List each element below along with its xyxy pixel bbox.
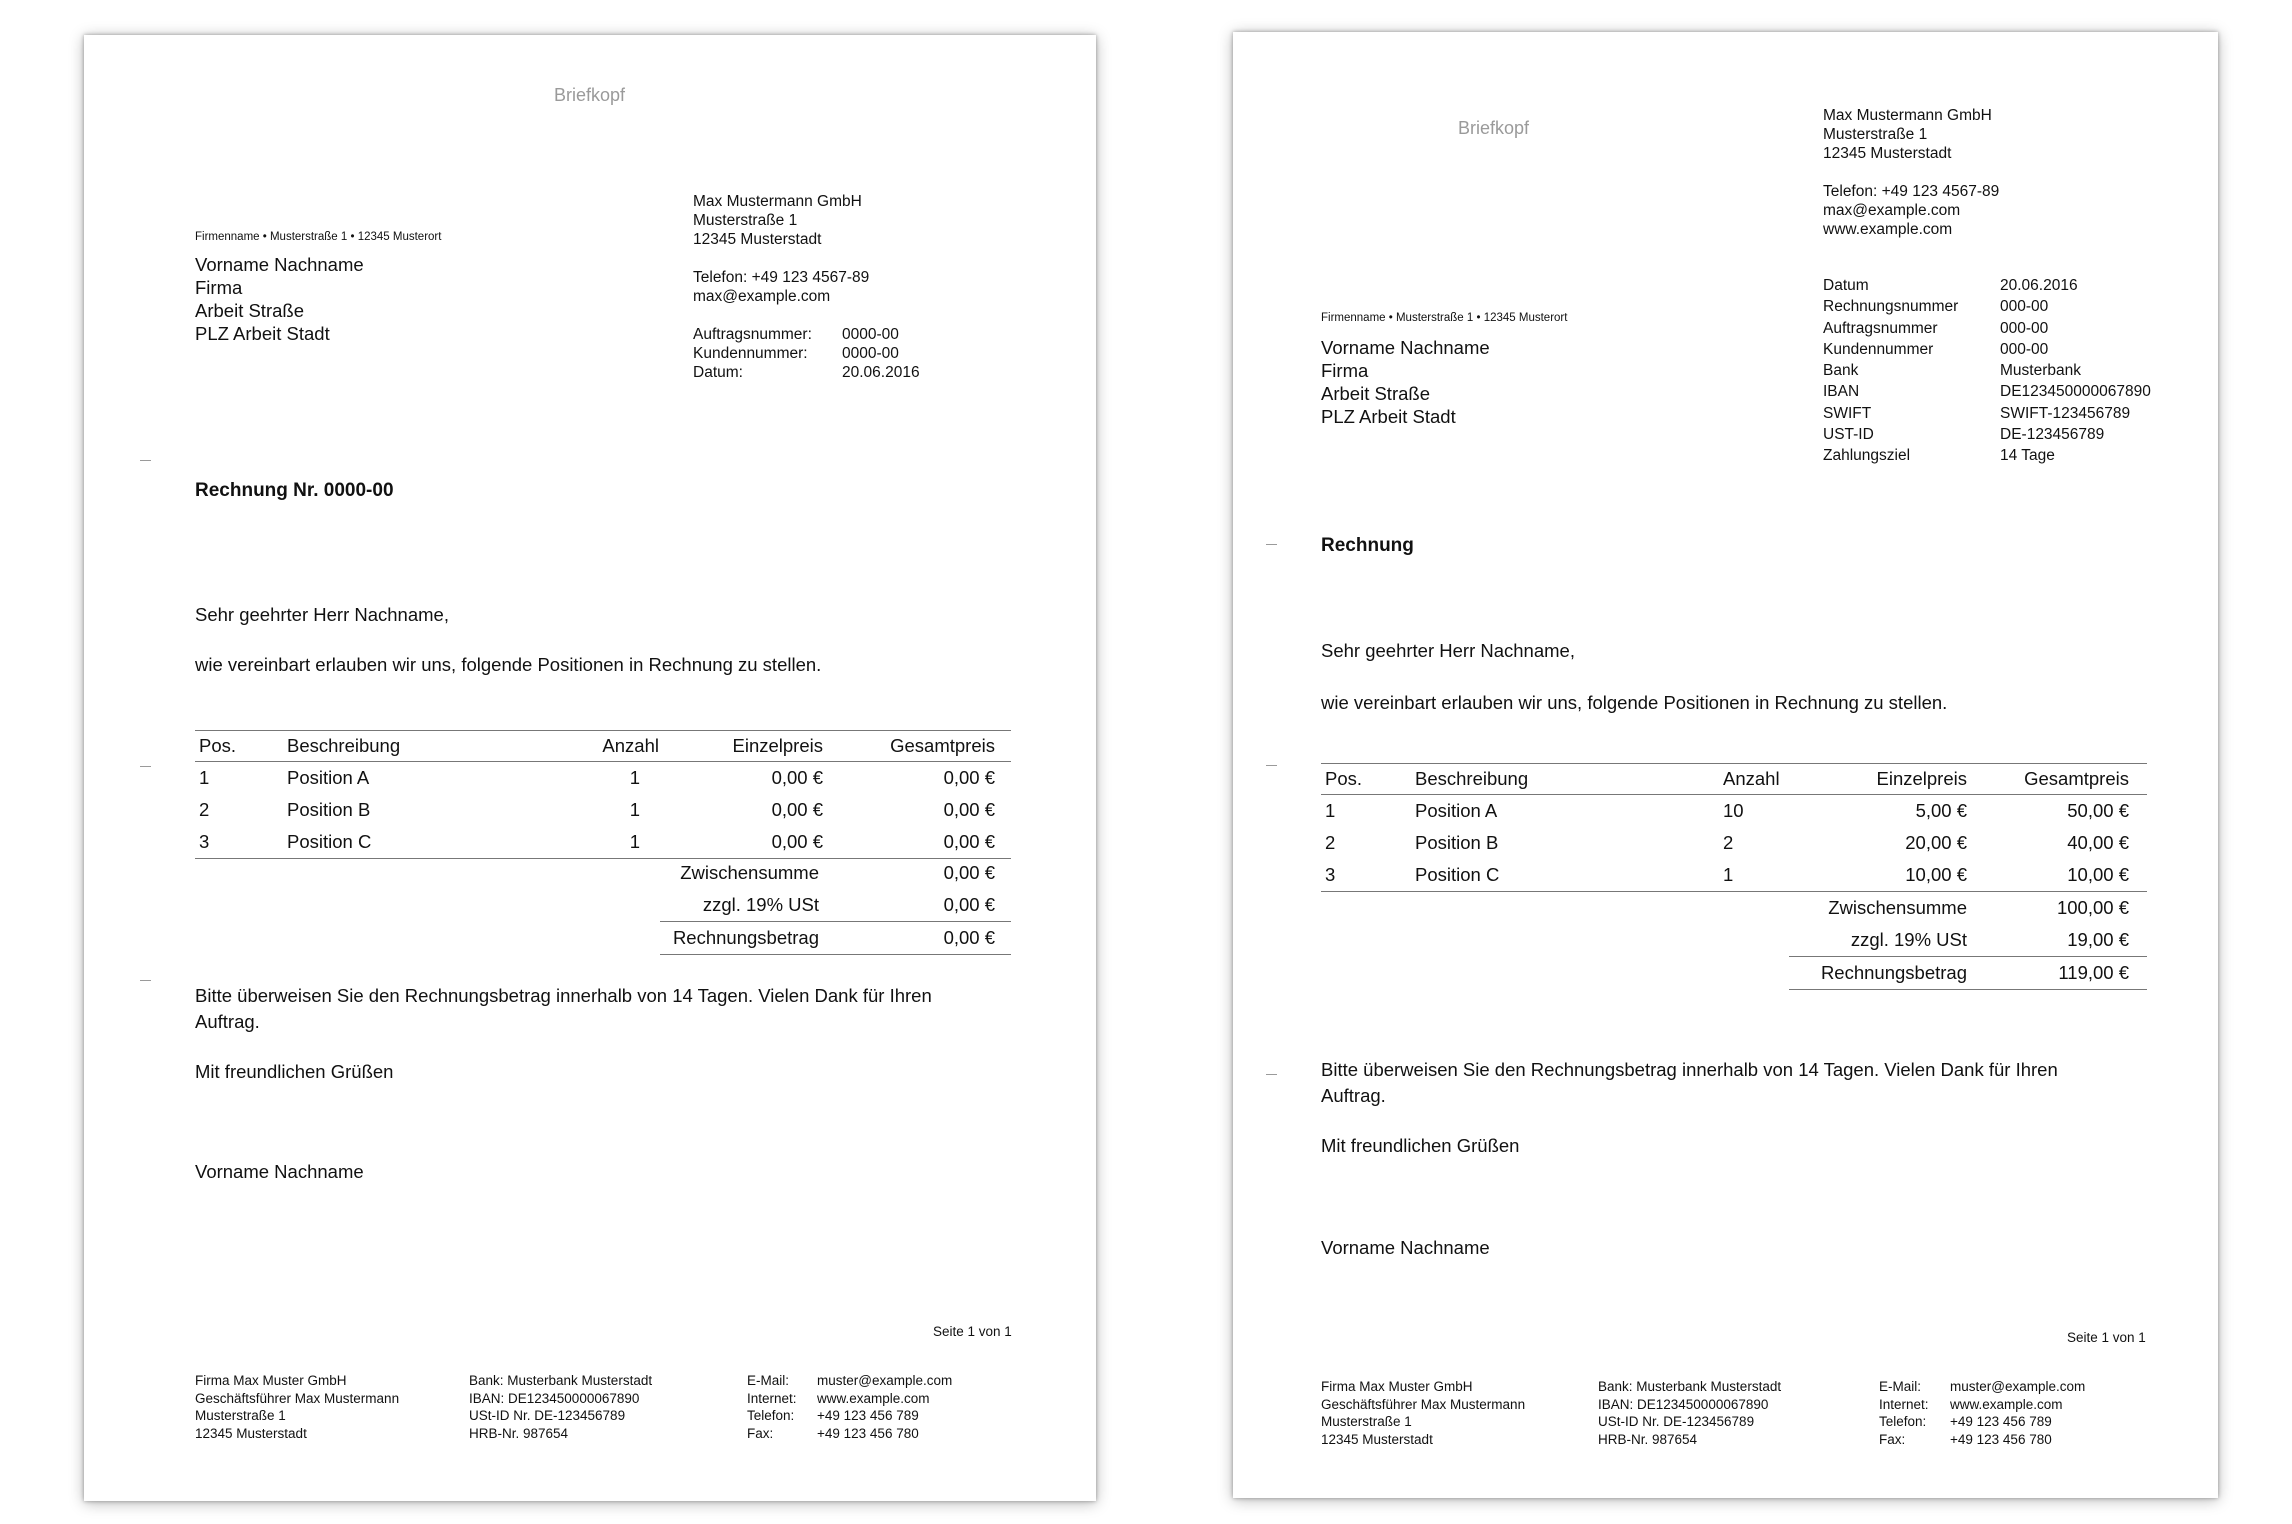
fold-mark — [140, 460, 151, 461]
footer-label: Telefon: — [1879, 1414, 1927, 1429]
meta-value: 000-00 — [2000, 298, 2049, 316]
footer-label: Telefon: — [747, 1408, 795, 1423]
footer-website: www.example.com — [817, 1390, 930, 1406]
recipient-line: Firma — [1321, 360, 1369, 381]
cell-unit-price: 10,00 € — [1817, 859, 1981, 892]
cell-pos: 1 — [199, 767, 210, 788]
signature: Vorname Nachname — [1321, 1237, 1490, 1258]
fold-mark — [1266, 544, 1277, 545]
meta-row — [693, 325, 920, 344]
table-row — [1321, 859, 2147, 892]
payment-note: Bitte überweisen Sie den Rechnungsbetrag innerhalb von 14 Tagen. Vielen Dank für Ihren Auftrag. — [1321, 1059, 2058, 1106]
company-street: Musterstraße 1 — [1823, 126, 1928, 143]
invoice-page-2 — [1233, 32, 2218, 1498]
meta-label: Auftragsnummer: — [693, 326, 812, 343]
meta-row — [1823, 339, 2151, 360]
totals-table — [660, 857, 1011, 955]
totals-table — [1789, 892, 2147, 990]
meta-row — [1823, 403, 2151, 424]
meta-value: 0000-00 — [842, 326, 899, 343]
meta-row — [1823, 381, 2151, 402]
greeting: Mit freundlichen Grüßen — [195, 1061, 394, 1082]
cell-quantity: 2 — [1723, 832, 1734, 853]
total-value: 0,00 € — [839, 922, 1011, 955]
header-unit-price: Einzelpreis — [667, 731, 839, 762]
footer-phone: +49 123 456 789 — [817, 1408, 919, 1423]
footer-line: HRB-Nr. 987654 — [469, 1425, 569, 1441]
signature: Vorname Nachname — [195, 1161, 364, 1182]
footer-line: IBAN: DE123450000067890 — [469, 1390, 640, 1406]
total-row — [1789, 957, 2147, 990]
meta-value: DE123450000067890 — [2000, 383, 2151, 401]
meta-row — [1823, 275, 2151, 296]
meta-label: Bank — [1823, 362, 1859, 380]
cell-quantity: 1 — [1719, 859, 1817, 892]
cell-unit-price: 0,00 € — [771, 767, 823, 788]
fold-mark — [140, 980, 151, 981]
invoice-subject: Rechnung — [1321, 535, 1414, 556]
subtotal-label: Zwischensumme — [1828, 897, 1967, 918]
meta-label: Rechnungsnummer — [1823, 298, 1959, 316]
payment-note: Bitte überweisen Sie den Rechnungsbetrag innerhalb von 14 Tagen. Vielen Dank für Ihren Auftrag. — [195, 985, 932, 1032]
meta-row — [1823, 360, 2151, 381]
sender-line: Firmenname • Musterstraße 1 • 12345 Musterort — [195, 231, 442, 243]
footer-website: www.example.com — [1950, 1396, 2063, 1412]
page-number: Seite 1 von 1 — [2067, 1330, 2146, 1345]
meta-value: DE-123456789 — [2000, 426, 2105, 444]
greeting: Mit freundlichen Grüßen — [1321, 1135, 1520, 1156]
header-description: Beschreibung — [283, 731, 543, 762]
company-email: max@example.com — [693, 288, 831, 305]
total-label: Rechnungsbetrag — [1789, 957, 1981, 990]
header-pos: Pos. — [1321, 764, 1411, 795]
invoice-meta — [693, 325, 920, 382]
subtotal-value: 100,00 € — [2056, 897, 2129, 918]
company-block — [693, 192, 869, 306]
salutation: Sehr geehrter Herr Nachname, — [195, 604, 449, 625]
invoice-meta — [1823, 275, 2151, 467]
letterhead-placeholder: Briefkopf — [1458, 118, 1530, 138]
cell-pos: 3 — [195, 826, 283, 859]
meta-row — [693, 363, 920, 382]
subtotal-row — [660, 857, 1011, 889]
recipient-address — [195, 253, 364, 345]
cell-unit-price: 0,00 € — [771, 799, 823, 820]
recipient-line: Arbeit Straße — [1321, 383, 1430, 404]
meta-row — [1823, 424, 2151, 445]
recipient-address — [1321, 336, 1490, 428]
footer-bank — [469, 1372, 652, 1442]
meta-value: 20.06.2016 — [842, 364, 920, 381]
footer-contact — [1879, 1378, 2085, 1448]
cell-pos: 1 — [1325, 800, 1336, 821]
cell-description: Position B — [287, 799, 371, 820]
meta-label: Datum — [1823, 277, 1869, 294]
cell-quantity: 1 — [629, 799, 640, 820]
cell-total-price: 0,00 € — [839, 826, 1011, 859]
recipient-line: Arbeit Straße — [195, 300, 304, 321]
cell-unit-price: 0,00 € — [667, 826, 839, 859]
subtotal-value: 0,00 € — [943, 862, 995, 883]
intro-text: wie vereinbart erlauben wir uns, folgende Positionen in Rechnung zu stellen. — [195, 654, 822, 675]
meta-label: SWIFT — [1823, 404, 1872, 422]
header-unit-price: Einzelpreis — [1817, 764, 1981, 795]
table-row — [195, 762, 1011, 795]
footer-label: Internet: — [1879, 1396, 1929, 1412]
meta-label: Kundennummer — [1823, 340, 1934, 358]
vat-row — [1789, 924, 2147, 957]
footer-line: USt-ID Nr. DE-123456789 — [1598, 1414, 1755, 1429]
footer-bank — [1598, 1378, 1781, 1448]
cell-total-price: 10,00 € — [1981, 859, 2147, 892]
vat-row — [660, 889, 1011, 922]
meta-row — [693, 344, 920, 363]
cell-pos: 2 — [199, 799, 210, 820]
footer-label: E-Mail: — [747, 1373, 790, 1388]
footer-email: muster@example.com — [1950, 1379, 2086, 1394]
company-street: Musterstraße 1 — [693, 212, 798, 229]
intro-text: wie vereinbart erlauben wir uns, folgende Positionen in Rechnung zu stellen. — [1321, 692, 1948, 713]
vat-value: 0,00 € — [943, 894, 995, 915]
recipient-line: Vorname Nachname — [1321, 337, 1490, 358]
header-total-price: Gesamtpreis — [839, 731, 1011, 762]
meta-row — [1823, 296, 2151, 317]
fold-mark — [1266, 1074, 1277, 1075]
footer-line: HRB-Nr. 987654 — [1598, 1431, 1698, 1447]
footer-line: 12345 Musterstadt — [1321, 1431, 1433, 1447]
footer-line: Bank: Musterbank Musterstadt — [469, 1373, 653, 1388]
footer-line: IBAN: DE123450000067890 — [1598, 1396, 1769, 1412]
footer-label: Internet: — [747, 1390, 797, 1406]
total-row — [660, 922, 1011, 955]
company-website: www.example.com — [1823, 221, 1953, 238]
footer-line: USt-ID Nr. DE-123456789 — [469, 1408, 626, 1423]
invoice-subject: Rechnung Nr. 0000-00 — [195, 480, 394, 501]
recipient-line: Vorname Nachname — [195, 254, 364, 275]
header-pos: Pos. — [195, 731, 283, 762]
cell-description: Position A — [1415, 800, 1498, 821]
footer-fax: +49 123 456 780 — [817, 1425, 919, 1441]
salutation: Sehr geehrter Herr Nachname, — [1321, 640, 1575, 661]
meta-value: 14 Tage — [2000, 447, 2055, 465]
header-quantity: Anzahl — [1719, 764, 1817, 795]
company-block — [1823, 106, 1999, 239]
cell-pos: 2 — [1325, 832, 1336, 853]
recipient-line: Firma — [195, 277, 243, 298]
footer-line: Firma Max Muster GmbH — [1321, 1379, 1473, 1394]
company-phone: Telefon: +49 123 4567-89 — [1823, 183, 2000, 200]
footer-line: 12345 Musterstadt — [195, 1425, 307, 1441]
recipient-line: PLZ Arbeit Stadt — [1321, 406, 1456, 427]
meta-label: Datum: — [693, 364, 743, 381]
footer-line: Musterstraße 1 — [1321, 1414, 1412, 1429]
footer-line: Geschäftsführer Max Mustermann — [1321, 1396, 1526, 1412]
footer-line: Bank: Musterbank Musterstadt — [1598, 1379, 1782, 1394]
cell-total-price: 0,00 € — [943, 767, 995, 788]
meta-row — [1823, 318, 2151, 339]
vat-label: zzgl. 19% USt — [702, 894, 819, 915]
vat-value: 19,00 € — [2067, 929, 2129, 950]
meta-label: Zahlungsziel — [1823, 447, 1911, 465]
recipient-line: PLZ Arbeit Stadt — [195, 323, 330, 344]
fold-mark — [140, 766, 151, 767]
meta-value: 20.06.2016 — [2000, 277, 2078, 294]
vat-label: zzgl. 19% USt — [1850, 929, 1967, 950]
footer-label: Fax: — [747, 1425, 774, 1441]
table-row — [195, 794, 1011, 826]
meta-value: Musterbank — [2000, 362, 2081, 380]
meta-value: SWIFT-123456789 — [2000, 404, 2131, 422]
subtotal-row — [1789, 892, 2147, 924]
table-row — [1321, 795, 2147, 828]
page-number: Seite 1 von 1 — [933, 1324, 1012, 1339]
table-header — [195, 731, 1011, 762]
meta-row — [1823, 445, 2151, 466]
company-name: Max Mustermann GmbH — [1823, 107, 1992, 124]
cell-description: Position A — [287, 767, 370, 788]
company-city: 12345 Musterstadt — [1823, 145, 1952, 162]
cell-description: Position C — [1411, 859, 1719, 892]
meta-label: Kundennummer: — [693, 345, 808, 362]
company-email: max@example.com — [1823, 202, 1961, 219]
company-phone: Telefon: +49 123 4567-89 — [693, 269, 870, 286]
header-total-price: Gesamtpreis — [1981, 764, 2147, 795]
footer-contact — [747, 1372, 952, 1442]
line-items-table — [1321, 763, 2147, 892]
header-description: Beschreibung — [1411, 764, 1719, 795]
footer-fax: +49 123 456 780 — [1950, 1431, 2052, 1447]
cell-description: Position B — [1415, 832, 1499, 853]
total-label: Rechnungsbetrag — [660, 922, 839, 955]
meta-label: UST-ID — [1823, 426, 1874, 444]
cell-unit-price: 5,00 € — [1915, 800, 1967, 821]
subtotal-label: Zwischensumme — [680, 862, 819, 883]
cell-total-price: 40,00 € — [2067, 832, 2129, 853]
invoice-page-1 — [84, 35, 1096, 1501]
company-name: Max Mustermann GmbH — [693, 193, 862, 210]
footer-phone: +49 123 456 789 — [1950, 1414, 2052, 1429]
footer-line: Musterstraße 1 — [195, 1408, 286, 1423]
table-row — [1321, 827, 2147, 859]
cell-pos: 3 — [1321, 859, 1411, 892]
footer-line: Geschäftsführer Max Mustermann — [195, 1390, 400, 1406]
footer-label: Fax: — [1879, 1431, 1906, 1447]
total-value: 119,00 € — [1981, 957, 2147, 990]
table-row — [195, 826, 1011, 859]
cell-total-price: 0,00 € — [943, 799, 995, 820]
meta-label: Auftragsnummer — [1823, 319, 1938, 337]
meta-value: 000-00 — [2000, 340, 2049, 358]
company-city: 12345 Musterstadt — [693, 231, 822, 248]
sender-line: Firmenname • Musterstraße 1 • 12345 Musterort — [1321, 312, 1568, 324]
cell-unit-price: 20,00 € — [1905, 832, 1967, 853]
meta-value: 000-00 — [2000, 319, 2049, 337]
meta-value: 0000-00 — [842, 345, 899, 362]
table-header — [1321, 764, 2147, 795]
header-quantity: Anzahl — [543, 731, 667, 762]
cell-quantity: 1 — [543, 826, 667, 859]
footer-email: muster@example.com — [817, 1373, 953, 1388]
fold-mark — [1266, 765, 1277, 766]
footer-label: E-Mail: — [1879, 1379, 1922, 1394]
line-items-table — [195, 730, 1011, 859]
cell-quantity: 10 — [1723, 800, 1744, 821]
footer-company — [195, 1372, 399, 1442]
footer-line: Firma Max Muster GmbH — [195, 1373, 347, 1388]
cell-total-price: 50,00 € — [2067, 800, 2129, 821]
cell-quantity: 1 — [629, 767, 640, 788]
footer-company — [1321, 1378, 1525, 1448]
cell-description: Position C — [283, 826, 543, 859]
meta-label: IBAN — [1823, 383, 1860, 401]
letterhead-placeholder: Briefkopf — [554, 85, 626, 105]
